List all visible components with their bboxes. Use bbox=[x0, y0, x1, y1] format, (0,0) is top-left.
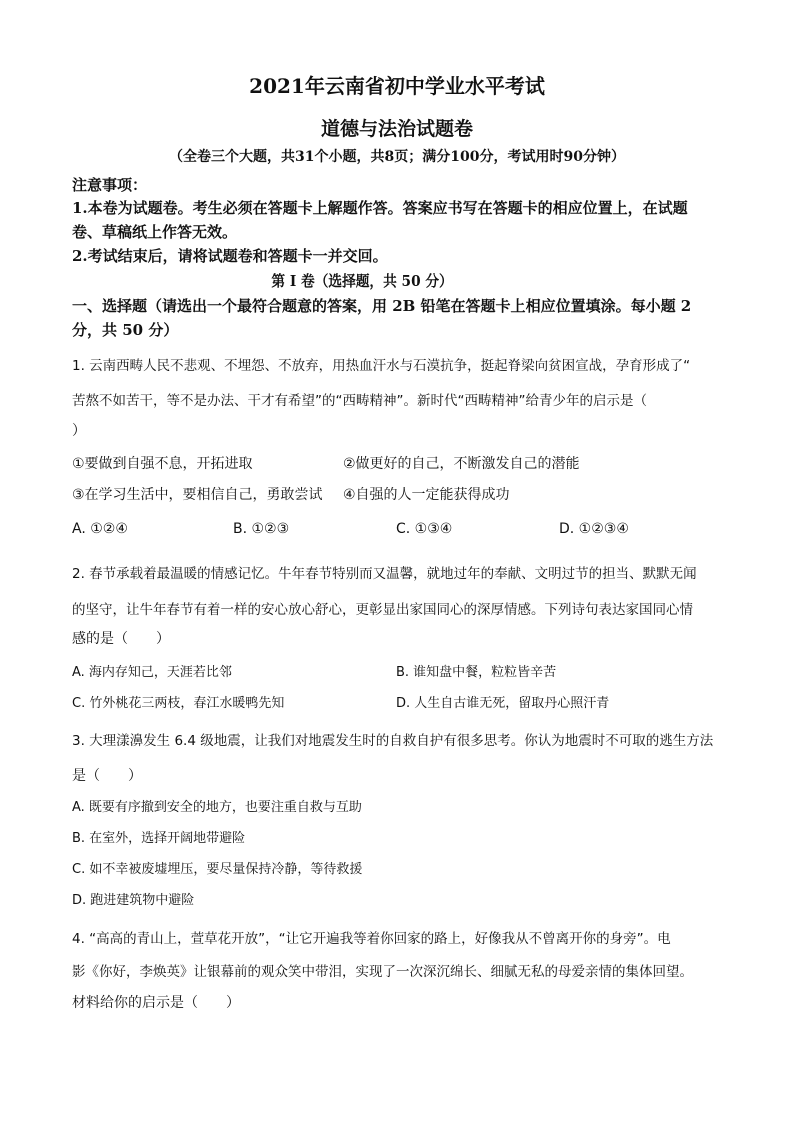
notes-line-1b: 卷、草稿纸上作答无效。 bbox=[72, 223, 238, 241]
q1-line-1: 1. 云南西畴人民不悲观、不埋怨、不放弃，用热血汗水与石漠抗争，挺起脊梁向贫困宣战，孕育形成了“ bbox=[72, 358, 691, 374]
notes-line-2: 2.考试结束后，请将试题卷和答题卡一并交回。 bbox=[72, 247, 388, 265]
q4-line-2: 影《你好，李焕英》让银幕前的观众笑中带泪，实现了一次深沉绵长、细腻无私的母爱亲情的集体回望。 bbox=[72, 964, 693, 980]
q2-option-c: C. 竹外桃花三两枝，春江水暖鸭先知 bbox=[72, 696, 285, 711]
q1-option-a: A. ①②④ bbox=[72, 521, 128, 537]
q2-option-d: D. 人生自古谁无死，留取丹心照汗青 bbox=[396, 696, 610, 711]
q1-option-b: B. ①②③ bbox=[233, 521, 290, 537]
q3-option-d: D. 跑进建筑物中避险 bbox=[72, 893, 195, 908]
q2-option-b: B. 谁知盘中餐，粒粒皆辛苦 bbox=[396, 665, 557, 680]
q2-line-1: 2. 春节承载着最温暖的情感记忆。牛年春节特别而又温馨，就地过年的奉献、文明过节的担当、默默无闻 bbox=[72, 566, 697, 582]
q3-option-a: A. 既要有序撤到安全的地方，也要注重自救与互助 bbox=[72, 800, 362, 815]
notes-line-1a: 1.本卷为试题卷。考生必须在答题卡上解题作答。答案应书写在答题卡的相应位置上，在试题 bbox=[72, 199, 688, 217]
notes-heading: 注意事项： bbox=[72, 176, 148, 194]
q3-option-b: B. 在室外，选择开阔地带避险 bbox=[72, 831, 246, 846]
part-title: 第 I 卷（选择题，共 50 分） bbox=[271, 272, 453, 290]
section-heading-b: 分，共 50 分） bbox=[72, 321, 179, 339]
q3-option-c: C. 如不幸被废墟埋压，要尽量保持冷静，等待救援 bbox=[72, 862, 363, 877]
exam-subject: 道德与法治试题卷 bbox=[320, 118, 473, 140]
q1-option-d: D. ①②③④ bbox=[559, 521, 629, 537]
q2-line-3: 感的是（ ） bbox=[72, 631, 170, 647]
q2-line-2: 的坚守，让牛年春节有着一样的安心放心舒心，更彰显出家国同心的深厚情感。下列诗句表达家国同心情 bbox=[72, 602, 693, 618]
q2-option-a: A. 海内存知己，天涯若比邻 bbox=[72, 665, 232, 680]
q1-statement-3: ③在学习生活中，要相信自己，勇敢尝试 bbox=[72, 487, 323, 503]
exam-title: 2021年云南省初中学业水平考试 bbox=[249, 74, 545, 98]
q3-line-1: 3. 大理漾濞发生 6.4 级地震，让我们对地震发生时的自救自护有很多思考。你认为地震时不可取的逃生方法 bbox=[72, 733, 714, 749]
q4-line-3: 材料给你的启示是（ ） bbox=[72, 995, 240, 1011]
q1-statement-4: ④自强的人一定能获得成功 bbox=[343, 487, 510, 503]
q1-option-c: C. ①③④ bbox=[396, 521, 453, 537]
q1-line-2: 苦熬不如苦干，等不是办法、干才有希望”的“西畴精神”。新时代“西畴精神”给青少年的启示是（ bbox=[72, 393, 647, 409]
q1-statement-1: ①要做到自强不息，开拓进取 bbox=[72, 456, 253, 472]
q1-statement-2: ②做更好的自己，不断激发自己的潜能 bbox=[343, 456, 580, 472]
section-heading-a: 一、选择题（请选出一个最符合题意的答案，用 2B 铅笔在答题卡上相应位置填涂。每小题 2 bbox=[72, 297, 692, 315]
exam-info: （全卷三个大题，共31个小题，共8页；满分100分，考试用时90分钟） bbox=[169, 149, 625, 165]
q3-line-2: 是（ ） bbox=[72, 768, 142, 784]
q1-line-3: ） bbox=[72, 423, 86, 439]
q4-line-1: 4. “高高的青山上，萱草花开放”，“让它开遍我等着你回家的路上，好像我从不曾离开你的身旁”。电 bbox=[72, 931, 671, 947]
